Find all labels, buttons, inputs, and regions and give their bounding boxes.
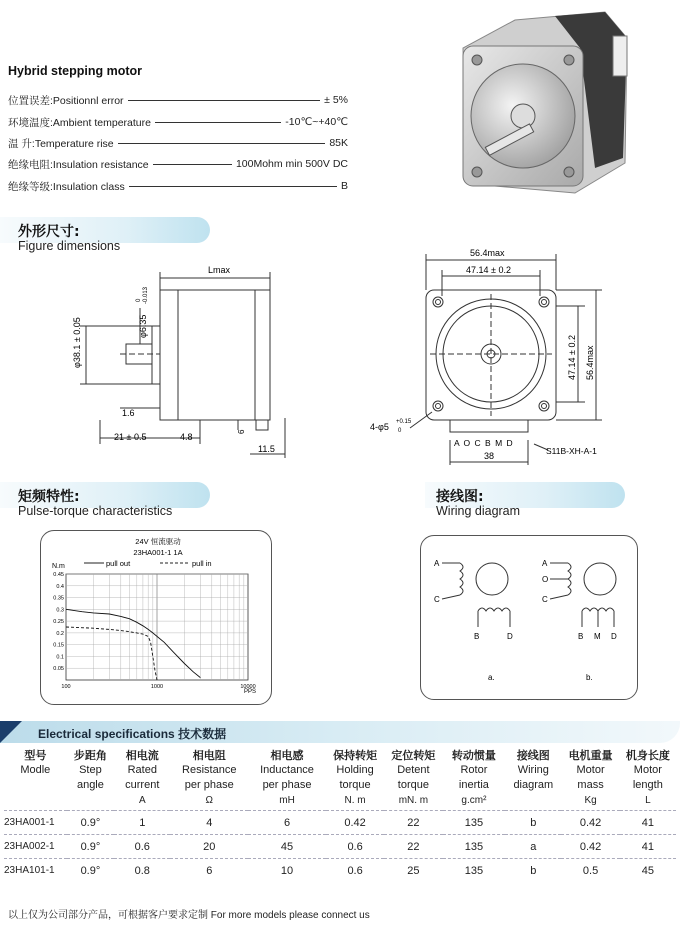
chart-y-tick-label: 0.25 <box>53 619 64 626</box>
dim-holes-tol-bottom: 0 <box>398 428 402 434</box>
front-view-drawing <box>370 240 610 465</box>
dim-mount-holes: 4-φ5 <box>370 422 389 432</box>
col-inductance: 相电感 Inductance per phase mH <box>260 749 314 806</box>
dim-56-4-width: 56.4max <box>470 248 505 258</box>
wiring-a-caption: a. <box>488 673 495 682</box>
side-view-drawing <box>60 258 290 468</box>
dim-56-4-height: 56.4max <box>585 345 595 380</box>
cell-resistance: 6 <box>170 859 248 883</box>
chart-title: 24V 恒流驱动 <box>135 537 181 546</box>
spec-label: 环境温度:Ambient temperature <box>8 116 151 129</box>
wiring-a-pin-c: C <box>434 595 440 604</box>
legend-pull-out: pull out <box>106 559 131 568</box>
wiring-a-pin-b: B <box>474 632 480 641</box>
section-title-figure-en: Figure dimensions <box>18 239 121 253</box>
spec-row-position-error <box>8 92 348 108</box>
cell-wiring-diagram: b <box>505 811 561 835</box>
cell-detent-torque: 22 <box>384 835 442 859</box>
table-row <box>4 835 676 859</box>
spec-label: 绝缘等级:Insulation class <box>8 180 125 193</box>
cell-inductance: 45 <box>248 835 326 859</box>
dim-1-6: 1.6 <box>122 408 135 418</box>
cell-model: 23HA001-1 <box>4 811 67 835</box>
chart-y-tick-label: 0.3 <box>56 607 64 614</box>
spec-leader-line <box>118 143 326 144</box>
col-rated-current: 相电流 Rated current A <box>125 749 160 806</box>
cell-model: 23HA101-1 <box>4 859 67 883</box>
section-title-wiring-cn: 接线图: <box>436 489 484 505</box>
chart-y-tick-label: 0.1 <box>56 654 64 661</box>
table-row <box>4 859 676 883</box>
col-model: 型号 Modle <box>20 749 51 776</box>
cell-step-angle: 0.9° <box>67 859 115 883</box>
cell-holding-torque: 0.42 <box>326 811 384 835</box>
section-title-electrical <box>38 725 226 742</box>
wiring-a-pin-d: D <box>507 632 513 641</box>
connector-part-number: S11B-XH-A-1 <box>546 446 597 456</box>
series-line-pull-out <box>66 609 200 677</box>
cell-rated-current: 0.8 <box>114 859 170 883</box>
wiring-b-pin-b: B <box>578 632 584 641</box>
legend-pull-in: pull in <box>192 559 212 568</box>
spec-leader-line <box>153 164 232 165</box>
spec-leader-line <box>128 100 321 101</box>
chart-xlabel: PPS <box>244 689 257 695</box>
section-title-pulse-en: Pulse-torque characteristics <box>18 504 173 518</box>
table-row <box>4 811 676 835</box>
wiring-a <box>442 563 510 627</box>
spec-label: 温 升:Temperature rise <box>8 137 114 150</box>
dim-6: 6 <box>237 429 246 434</box>
product-title: Hybrid stepping motor <box>8 64 143 78</box>
dim-38: 38 <box>484 451 495 461</box>
motor-photo <box>455 8 630 198</box>
spec-row-ambient-temperature <box>8 114 348 130</box>
section-title-wiring-en: Wiring diagram <box>436 504 521 518</box>
cell-rotor-inertia: 135 <box>443 859 506 883</box>
spec-label: 绝缘电阻:Insulation resistance <box>8 158 149 171</box>
dim-lmax: Lmax <box>208 265 231 275</box>
table-header-row <box>4 746 676 811</box>
cell-holding-torque: 0.6 <box>326 835 384 859</box>
section-title-figure-cn: 外形尺寸: <box>18 224 80 240</box>
section-title-electrical-cn: 技术数据 <box>178 727 227 741</box>
wiring-b <box>550 563 616 627</box>
cell-resistance: 20 <box>170 835 248 859</box>
dim-47-14-height: 47.14 ± 0.2 <box>567 335 577 380</box>
cell-inductance: 10 <box>248 859 326 883</box>
chart-y-tick-label: 0.45 <box>53 572 64 578</box>
cell-detent-torque: 25 <box>384 859 442 883</box>
dim-47-14-width: 47.14 ± 0.2 <box>466 265 511 275</box>
cell-resistance: 4 <box>170 811 248 835</box>
dim-shaft-diameter: φ6.35 <box>138 314 148 338</box>
spec-label: 位置误差:Positionnl error <box>8 94 124 107</box>
col-resistance: 相电阻 Resistance per phase Ω <box>182 749 237 806</box>
spec-row-insulation-resistance <box>8 156 348 172</box>
cell-motor-mass: 0.42 <box>561 811 619 835</box>
dim-4-8: 4.8 <box>180 432 193 442</box>
col-motor-length: 机身长度 Motor length L <box>625 749 670 806</box>
band-corner-mark <box>0 721 22 743</box>
dim-11-5: 11.5 <box>258 444 275 454</box>
chart-y-tick-label: 0.4 <box>56 583 64 590</box>
cell-motor-mass: 0.42 <box>561 835 619 859</box>
cell-model: 23HA002-1 <box>4 835 67 859</box>
footer-note-cn: 以上仅为公司部分产品，可根据客户要求定制 <box>8 910 208 921</box>
spec-row-temperature-rise <box>8 135 348 151</box>
cell-rated-current: 1 <box>114 811 170 835</box>
chart-ylabel: N.m <box>52 563 65 570</box>
section-title-electrical-en: Electrical specifications <box>38 727 175 741</box>
cell-motor-length: 41 <box>620 811 676 835</box>
cell-step-angle: 0.9° <box>67 835 115 859</box>
wiring-b-pin-d: D <box>611 632 617 641</box>
cell-detent-torque: 22 <box>384 811 442 835</box>
cell-motor-mass: 0.5 <box>561 859 619 883</box>
spec-leader-line <box>129 186 337 187</box>
series-line-pull-in <box>66 627 157 680</box>
electrical-spec-table <box>4 746 676 883</box>
dim-21: 21 ± 0.5 <box>114 432 147 442</box>
chart-y-tick-label: 0.2 <box>56 630 64 637</box>
pulse-torque-chart <box>40 530 272 705</box>
footer-note <box>8 906 370 921</box>
cell-rated-current: 0.6 <box>114 835 170 859</box>
wiring-b-pin-o: O <box>542 575 549 584</box>
cell-motor-length: 45 <box>620 859 676 883</box>
spec-leader-line <box>155 122 281 123</box>
cell-rotor-inertia: 135 <box>443 835 506 859</box>
wiring-b-pin-a: A <box>542 559 548 568</box>
col-motor-mass: 电机重量 Motor mass Kg <box>568 749 613 806</box>
chart-y-tick-label: 0.35 <box>53 595 64 602</box>
cell-wiring-diagram: b <box>505 859 561 883</box>
wiring-b-caption: b. <box>586 673 593 682</box>
chart-y-tick-label: 0.05 <box>53 666 64 673</box>
section-title-pulse-cn: 矩频特性: <box>18 489 80 505</box>
wiring-b-pin-m: M <box>594 632 601 641</box>
chart-x-tick-label: 1000 <box>150 684 164 690</box>
spec-value: ± 5% <box>324 94 348 106</box>
wiring-a-pin-a: A <box>434 559 440 568</box>
chart-y-tick-label: 0.15 <box>53 642 64 649</box>
wiring-b-pin-c: C <box>542 595 548 604</box>
chart-x-tick-label: 10000 <box>240 684 256 690</box>
cell-holding-torque: 0.6 <box>326 859 384 883</box>
cell-step-angle: 0.9° <box>67 811 115 835</box>
dim-holes-tol-top: +0.15 <box>396 419 412 425</box>
spec-value: -10℃~+40℃ <box>285 116 348 128</box>
col-detent-torque: 定位转矩 Detent torque mN. m <box>391 749 436 806</box>
spec-value: 85K <box>329 137 348 149</box>
cell-rotor-inertia: 135 <box>443 811 506 835</box>
cell-motor-length: 41 <box>620 835 676 859</box>
chart-subtitle: 23HA001-1 1A <box>133 548 183 557</box>
col-holding-torque: 保持转矩 Holding torque N. m <box>333 749 378 806</box>
dim-shaft-tol-top: 0 <box>136 298 142 302</box>
dim-pilot-diameter: φ38.1 ± 0.05 <box>72 317 82 368</box>
col-step-angle: 步距角 Step angle <box>73 749 107 791</box>
col-rotor-inertia: 转动惯量 Rotor inertia g.cm² <box>451 749 496 806</box>
dim-shaft-tol-bottom: -0.013 <box>143 286 149 304</box>
chart-x-tick-label: 100 <box>61 684 71 690</box>
cell-inductance: 6 <box>248 811 326 835</box>
connector-pin-labels: A O C B M D <box>454 438 514 448</box>
footer-note-en: For more models please connect us <box>210 910 370 921</box>
spec-row-insulation-class <box>8 178 348 194</box>
col-wiring-diagram: 接线图 Wiring diagram <box>513 749 554 791</box>
spec-value: B <box>340 180 348 192</box>
wiring-diagram <box>420 535 638 700</box>
spec-value: 100Mohm min 500V DC <box>235 158 348 170</box>
cell-wiring-diagram: a <box>505 835 561 859</box>
